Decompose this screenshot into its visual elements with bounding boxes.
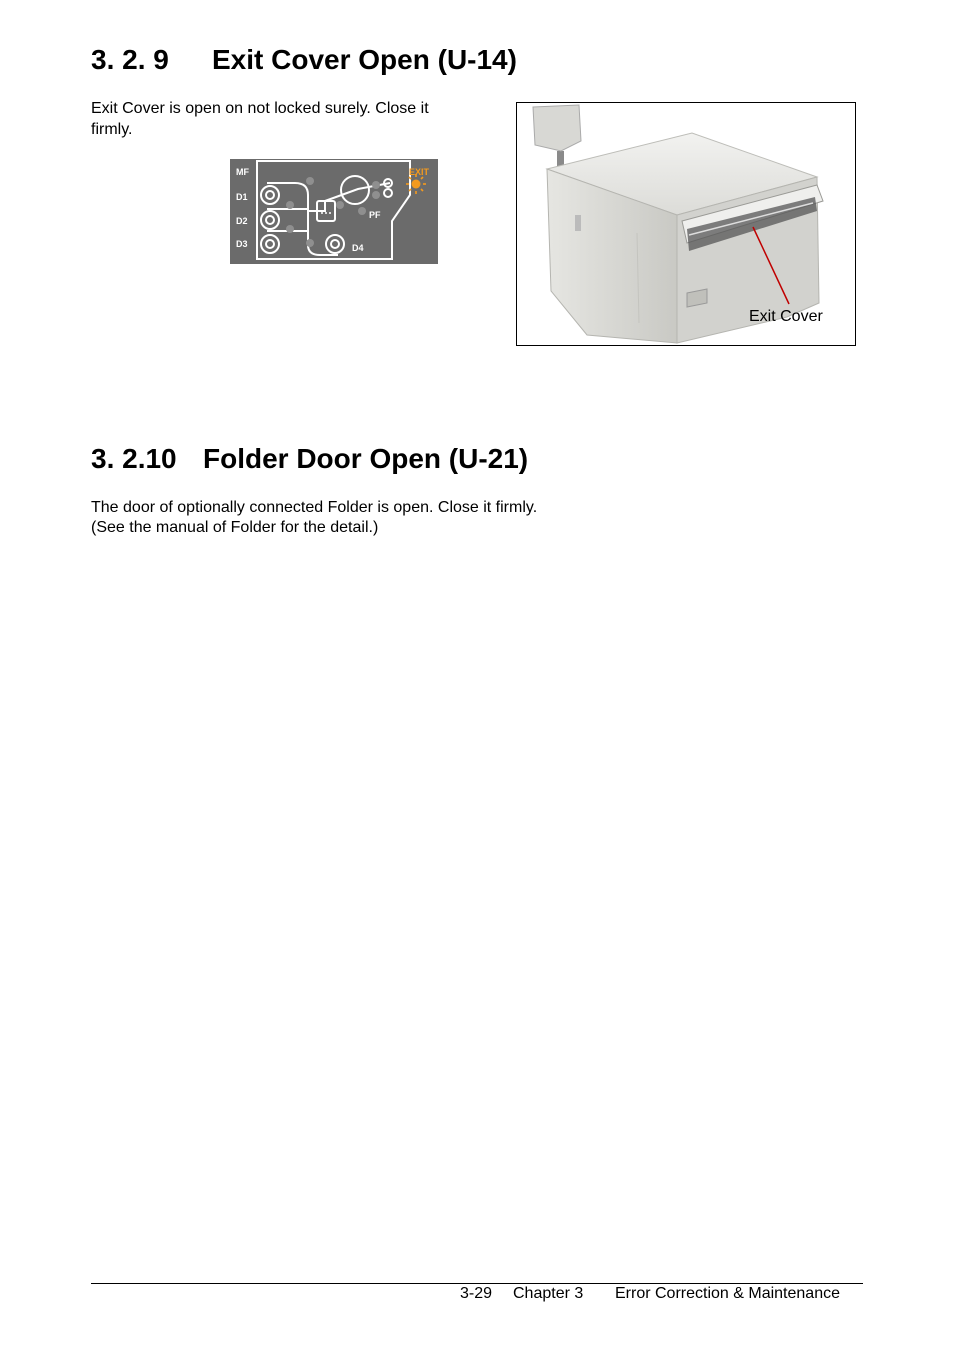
exit-cover-callout: Exit Cover xyxy=(749,308,823,325)
section-body-line: (See the manual of Folder for the detail.) xyxy=(91,519,379,536)
panel-label-d3: D3 xyxy=(236,239,248,249)
panel-label-mf: MF xyxy=(236,167,249,177)
footer-page-number: 3-29 xyxy=(460,1285,493,1302)
section-number: 3. 2.10 xyxy=(91,443,177,474)
panel-label-d4: D4 xyxy=(352,243,364,253)
section-body-line: firmly. xyxy=(91,121,133,138)
machine-photo-frame xyxy=(516,102,856,346)
panel-label-exit: EXIT xyxy=(409,167,430,177)
section-body-line: Exit Cover is open on not locked surely. Close it xyxy=(91,100,429,117)
exit-indicator-lamp xyxy=(406,174,426,194)
panel-diagram-graphic xyxy=(230,159,438,264)
operation-panel-diagram xyxy=(230,159,438,264)
footer-rule xyxy=(91,1283,863,1284)
section-body-line: The door of optionally connected Folder is open. Close it firmly. xyxy=(91,499,538,516)
footer-chapter-title: Error Correction & Maintenance xyxy=(615,1285,840,1302)
section-heading-exit-cover xyxy=(91,44,517,76)
section-title: Folder Door Open (U-21) xyxy=(203,443,529,474)
panel-label-d2: D2 xyxy=(236,216,248,226)
section-number: 3. 2. 9 xyxy=(91,44,169,75)
footer-chapter: Chapter 3 xyxy=(513,1285,584,1302)
panel-label-d1: D1 xyxy=(236,192,248,202)
section-heading-folder-door xyxy=(91,443,529,475)
section-title: Exit Cover Open (U-14) xyxy=(212,44,517,75)
panel-label-pf: PF xyxy=(369,210,381,220)
